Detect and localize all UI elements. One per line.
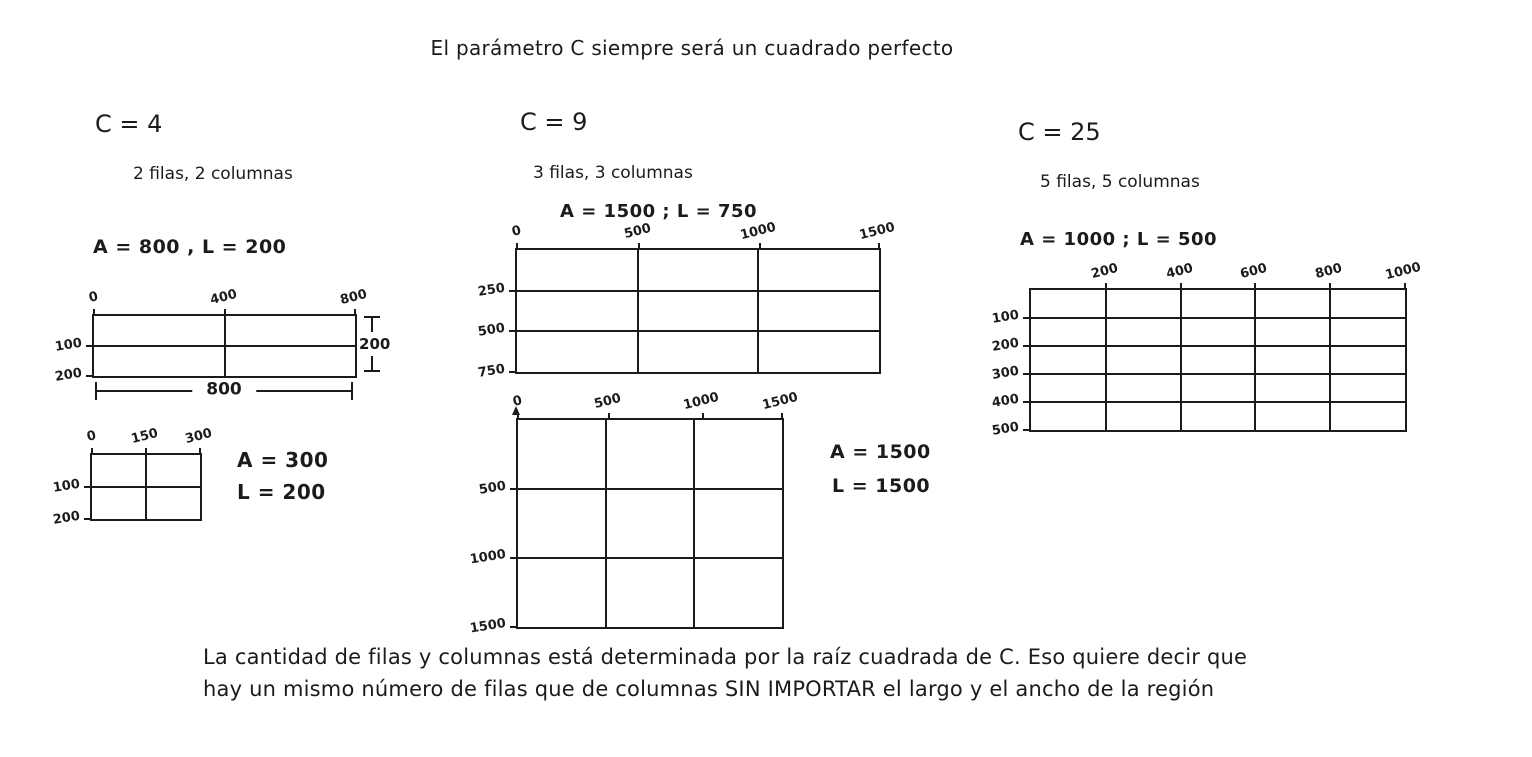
x-tick-mark — [199, 448, 201, 455]
x-tick-mark — [608, 413, 610, 420]
grid-row-line — [92, 486, 200, 488]
height-dimension-label: 200 — [358, 332, 391, 356]
y-tick-label: 200 — [51, 508, 82, 528]
axis-arrow-icon — [512, 406, 520, 415]
section-c4-params: A = 800 , L = 200 — [93, 236, 287, 258]
grid-c25-main — [990, 259, 1423, 439]
grid-c9-wide — [476, 219, 897, 381]
x-tick-mark — [759, 243, 761, 250]
section-c4-heading: C = 4 — [95, 110, 163, 138]
x-tick-mark — [781, 413, 783, 420]
x-tick-label: 1500 — [857, 219, 897, 244]
grid-row-line — [1031, 317, 1405, 319]
dimension-serif — [364, 316, 380, 318]
x-tick-mark — [516, 243, 518, 250]
x-tick-label: 500 — [622, 220, 653, 243]
y-tick-mark — [1023, 429, 1031, 431]
x-tick-label: 0 — [85, 428, 98, 445]
grid-row-line — [1031, 373, 1405, 375]
grid-c9-square-area-label: A = 1500 — [830, 441, 931, 463]
y-tick-mark — [510, 488, 518, 490]
y-tick-label: 400 — [990, 391, 1021, 411]
grid-c9-square — [468, 389, 800, 637]
y-tick-label: 500 — [990, 419, 1021, 439]
section-c25-heading: C = 25 — [1018, 118, 1101, 146]
y-tick-label: 100 — [53, 335, 84, 355]
section-c9-dims: 3 filas, 3 columnas — [533, 163, 693, 183]
y-tick-label: 1500 — [468, 616, 507, 637]
page-title: El parámetro C siempre será un cuadrado perfecto — [430, 36, 954, 60]
y-tick-label: 750 — [476, 361, 507, 381]
y-tick-mark — [509, 330, 517, 332]
y-tick-label: 100 — [51, 476, 82, 496]
dimension-serif — [95, 382, 97, 400]
x-tick-label: 400 — [1164, 260, 1195, 283]
height-dimension-bracket — [359, 316, 391, 372]
x-tick-label: 150 — [129, 425, 160, 448]
section-c4-dims: 2 filas, 2 columnas — [133, 164, 293, 184]
grid-row-line — [517, 290, 879, 292]
section-c9-heading: C = 9 — [520, 108, 588, 136]
x-tick-label: 600 — [1239, 260, 1270, 283]
y-tick-label: 200 — [990, 335, 1021, 355]
section-c25-params: A = 1000 ; L = 500 — [1020, 229, 1218, 250]
grid-row-line — [94, 345, 355, 347]
x-tick-mark — [1404, 283, 1406, 290]
grid-c4-small — [51, 425, 214, 528]
y-tick-mark — [86, 345, 94, 347]
x-tick-label: 0 — [511, 393, 524, 410]
grid-column-line — [1254, 290, 1256, 430]
y-tick-label: 1000 — [468, 547, 507, 568]
y-tick-label: 100 — [990, 307, 1021, 327]
grid-column-line — [757, 250, 759, 372]
section-c25-dims: 5 filas, 5 columnas — [1040, 172, 1200, 192]
section-c9-params: A = 1500 ; L = 750 — [560, 201, 758, 222]
grid-column-line — [1329, 290, 1331, 430]
width-dimension-label: 800 — [192, 379, 256, 399]
grid-column-line — [693, 420, 695, 627]
x-tick-mark — [1105, 283, 1107, 290]
grid-row-line — [1031, 345, 1405, 347]
x-tick-label: 1000 — [1383, 259, 1423, 284]
x-tick-label: 800 — [1313, 260, 1344, 283]
x-tick-label: 300 — [183, 425, 214, 448]
x-tick-label: 0 — [87, 289, 100, 306]
y-tick-label: 250 — [476, 280, 507, 300]
x-tick-label: 1500 — [760, 389, 800, 414]
x-tick-mark — [702, 413, 704, 420]
y-tick-mark — [1023, 401, 1031, 403]
x-tick-label: 800 — [338, 286, 369, 309]
grid-row-line — [518, 557, 782, 559]
x-tick-label: 1000 — [681, 389, 721, 414]
x-tick-label: 200 — [1089, 260, 1120, 283]
grid-column-line — [637, 250, 639, 372]
grid-c4-small-area-label: A = 300 — [237, 448, 329, 472]
x-tick-mark — [354, 309, 356, 316]
y-tick-label: 200 — [53, 365, 84, 385]
y-tick-label: 300 — [990, 363, 1021, 383]
y-tick-mark — [510, 557, 518, 559]
grid-column-line — [1105, 290, 1107, 430]
x-tick-label: 400 — [208, 286, 239, 309]
y-tick-label: 500 — [477, 478, 508, 498]
y-tick-mark — [510, 626, 518, 628]
grid-column-line — [605, 420, 607, 627]
x-tick-mark — [878, 243, 880, 250]
y-tick-mark — [1023, 345, 1031, 347]
y-tick-mark — [1023, 373, 1031, 375]
y-tick-mark — [509, 371, 517, 373]
grid-row-line — [517, 330, 879, 332]
x-tick-mark — [1180, 283, 1182, 290]
x-tick-mark — [1329, 283, 1331, 290]
x-tick-mark — [1254, 283, 1256, 290]
y-tick-mark — [509, 290, 517, 292]
y-tick-label: 500 — [476, 321, 507, 341]
dimension-serif — [364, 370, 380, 372]
x-tick-mark — [224, 309, 226, 316]
grid-row-line — [518, 488, 782, 490]
x-tick-label: 1000 — [738, 219, 778, 244]
x-tick-mark — [91, 448, 93, 455]
grid-column-line — [1180, 290, 1182, 430]
x-tick-label: 0 — [510, 223, 523, 240]
y-tick-mark — [1023, 317, 1031, 319]
y-tick-mark — [84, 518, 92, 520]
grid-c9-square-length-label: L = 1500 — [832, 475, 931, 497]
x-tick-mark — [93, 309, 95, 316]
dimension-serif — [351, 382, 353, 400]
y-tick-mark — [86, 375, 94, 377]
grid-c4-main — [53, 286, 369, 385]
width-dimension-bracket — [95, 379, 353, 400]
footer-line-1: La cantidad de filas y columnas está determinada por la raíz cuadrada de C. Eso quiere decir que — [203, 645, 1248, 669]
x-tick-mark — [638, 243, 640, 250]
grid-c4-small-length-label: L = 200 — [237, 480, 326, 504]
footer-line-2: hay un mismo número de filas que de columnas SIN IMPORTAR el largo y el ancho de la región — [203, 677, 1215, 701]
y-tick-mark — [84, 486, 92, 488]
grid-row-line — [1031, 401, 1405, 403]
x-tick-mark — [145, 448, 147, 455]
x-tick-label: 500 — [592, 390, 623, 413]
